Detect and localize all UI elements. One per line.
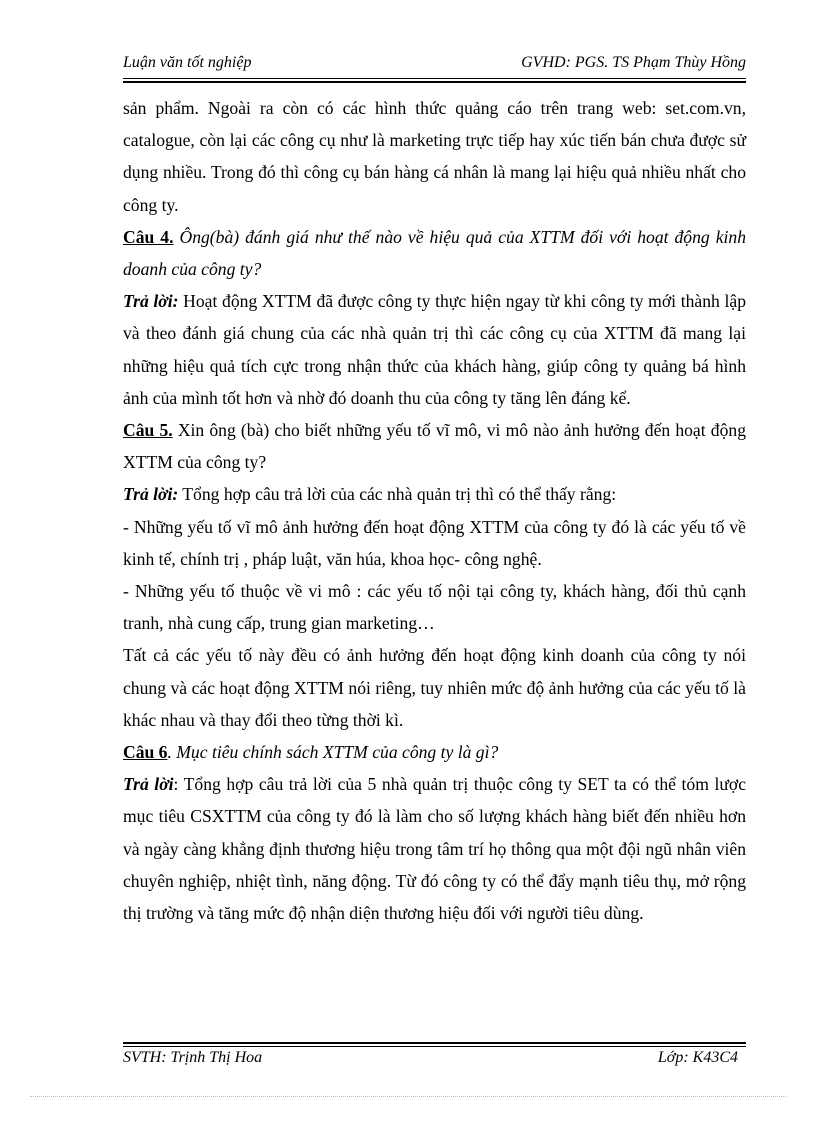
footer-rule-thick — [123, 1042, 746, 1044]
paragraph-intro: sản phẩm. Ngoài ra còn có các hình thức quảng cáo trên trang web: set.com.vn, catalogue, còn lại các công cụ như là marketing trực tiếp hay xúc tiến bán chưa được sử dụng nhiều. Trong đó thì công cụ bán hàng cá nhân là mang lại hiệu quả nhiều nhất cho công ty. — [123, 98, 746, 215]
question-4 — [123, 221, 746, 285]
answer-4-label: Trả lời: — [123, 291, 179, 312]
answer-4 — [123, 285, 746, 414]
answer-6-label: Trả lời — [123, 774, 174, 795]
question-4-label: Câu 4. — [123, 226, 174, 247]
answer-5-bullet-micro: - Những yếu tố thuộc về vi mô : các yếu tố nội tại công ty, khách hàng, đối thủ cạnh tranh, nhà cung cấp, trung gian marketing… — [123, 581, 746, 634]
footer-rule-thin — [123, 1046, 746, 1047]
answer-4-text: Hoạt động XTTM đã được công ty thực hiện ngay từ khi công ty mới thành lập và theo đánh giá chung của các nhà quản trị thì các công cụ của XTTM đã mang lại những hiệu quả tích cực trong nhận thức của khách hàng, giúp công ty quảng bá hình ảnh của mình tốt hơn và nhờ đó doanh thu của công ty tăng lên đáng kể. — [123, 291, 746, 408]
document-body — [123, 92, 746, 929]
header-rule-thin — [123, 78, 746, 79]
header-advisor: GVHD: PGS. TS Phạm Thùy Hồng — [521, 54, 746, 71]
question-6-label: Câu 6 — [123, 742, 168, 763]
question-6 — [123, 736, 746, 768]
question-5 — [123, 414, 746, 478]
answer-5-conclusion: Tất cả các yếu tố này đều có ảnh hưởng đến hoạt động kinh doanh của công ty nói chung và các hoạt động XTTM nói riêng, tuy nhiên mức độ ảnh hưởng của các yếu tố là khác nhau và thay đổi theo từng thời kì. — [123, 645, 746, 730]
question-4-text: Ông(bà) đánh giá như thế nào về hiệu quả của XTTM đối với hoạt động kinh doanh của công ty? — [123, 226, 746, 280]
answer-6 — [123, 768, 746, 929]
footer-student: SVTH: Trịnh Thị Hoa — [123, 1049, 263, 1066]
answer-5-bullet-macro: - Những yếu tố vĩ mô ảnh hưởng đến hoạt động XTTM của công ty đó là các yếu tố về kinh tế, chính trị , pháp luật, văn húa, khoa học- công nghệ. — [123, 516, 746, 569]
answer-6-text: : Tổng hợp câu trả lời của 5 nhà quản trị thuộc công ty SET ta có thể tóm lược mục tiêu CSXTTM của công ty đó là làm cho số lượng khách hàng biết đến nhiều hơn và ngày càng khẳng định thương hiệu trong tâm trí họ thông qua một đội ngũ nhân viên chuyên nghiệp, nhiệt tình, năng động. Từ đó công ty có thể đẩy mạnh tiêu thụ, mở rộng thị trường và tăng mức độ nhận diện thương hiệu đối với người tiêu dùng. — [123, 774, 747, 924]
question-6-text: . Mục tiêu chính sách XTTM của công ty là gì? — [167, 742, 499, 763]
header-thesis-label: Luận văn tốt nghiệp — [123, 54, 252, 71]
answer-5 — [123, 478, 746, 510]
page-break-line — [30, 1096, 786, 1097]
answer-5-text: Tổng hợp câu trả lời của các nhà quản trị thì có thể thấy rằng: — [178, 484, 617, 505]
footer-class: Lớp: K43C4 — [657, 1049, 738, 1066]
question-5-label: Câu 5. — [123, 420, 173, 441]
question-5-text: Xin ông (bà) cho biết những yếu tố vĩ mô, vi mô nào ảnh hưởng đến hoạt động XTTM của công ty? — [123, 420, 746, 473]
page-header — [123, 54, 746, 76]
page-footer — [123, 1049, 746, 1071]
header-rule-thick — [123, 81, 746, 83]
answer-5-label: Trả lời: — [123, 484, 179, 505]
